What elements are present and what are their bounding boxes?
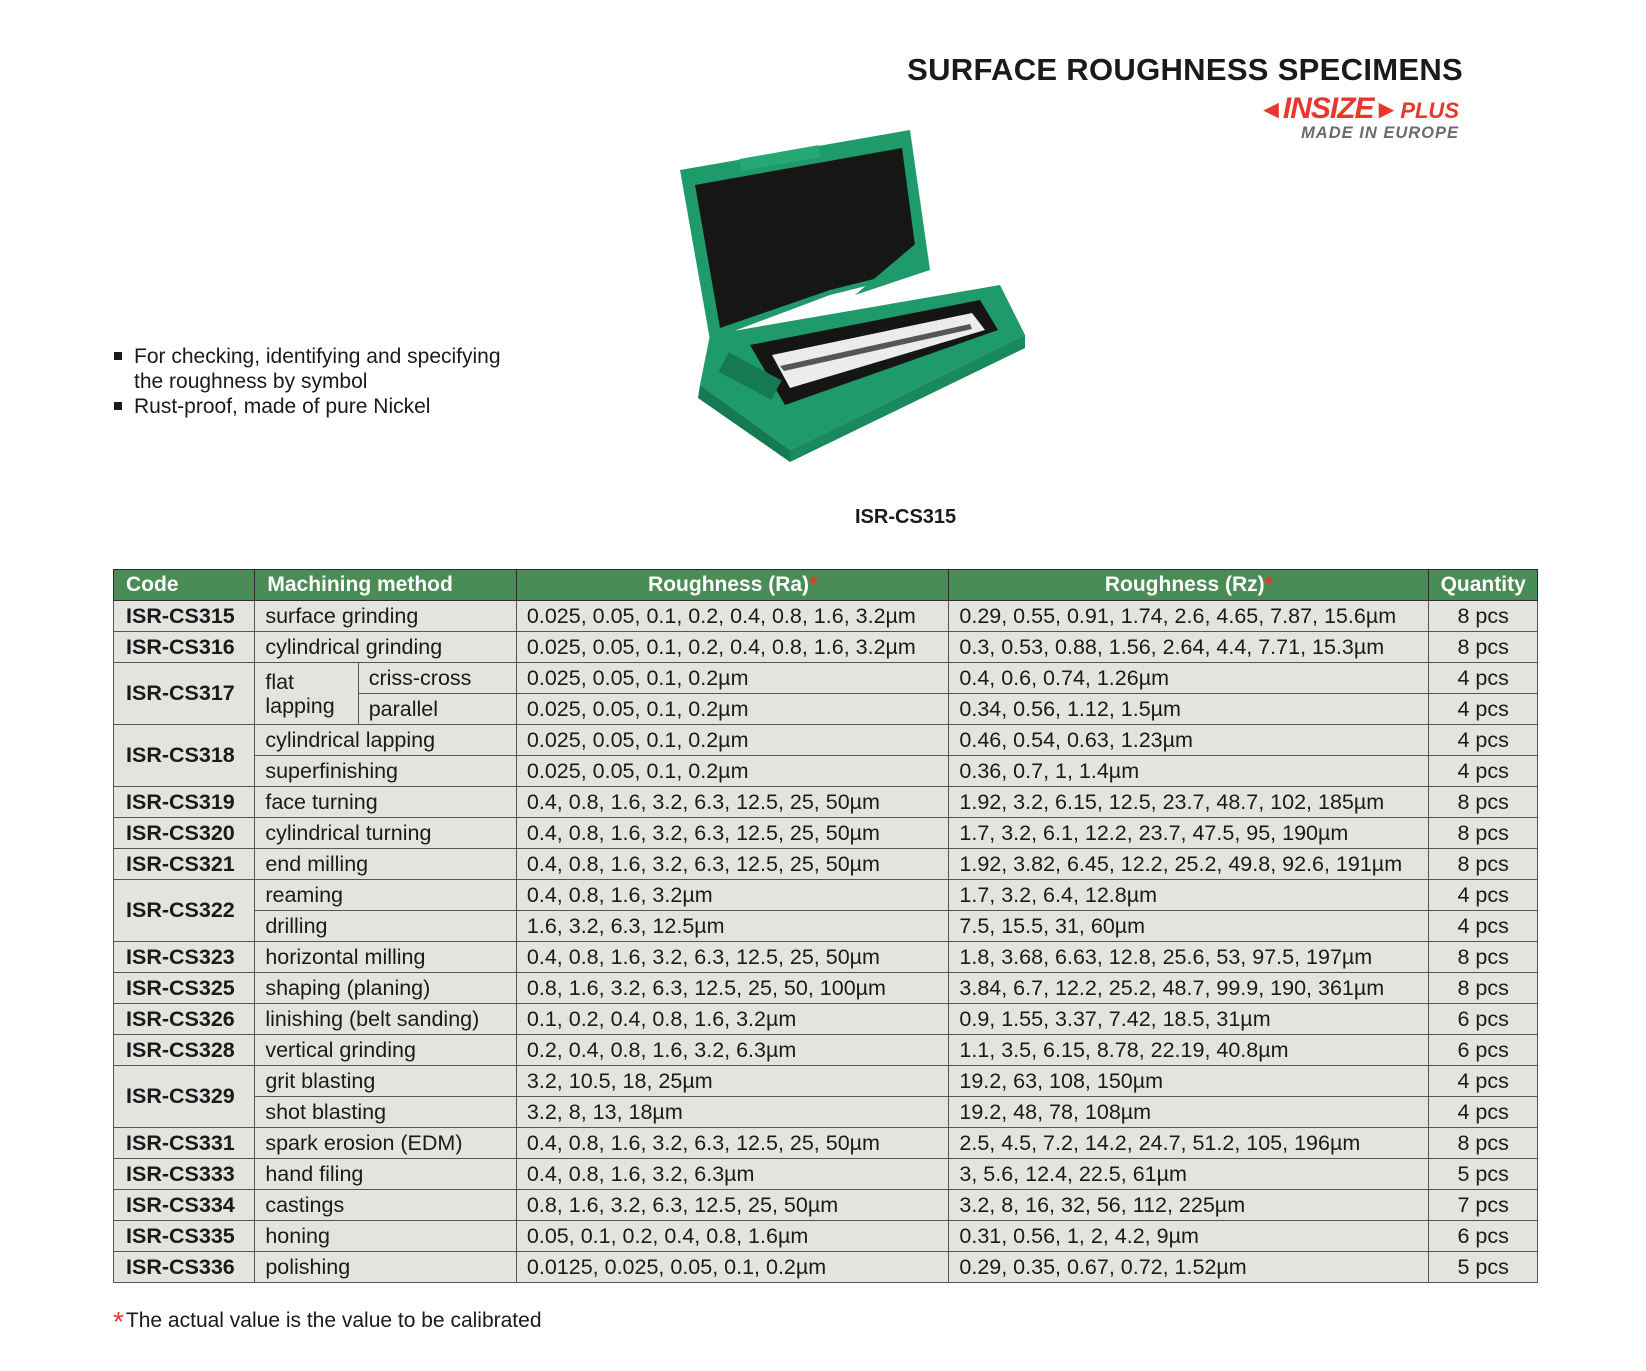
column-header-code: Code [114,570,255,601]
column-header-method: Machining method [255,570,517,601]
cell-method: linishing (belt sanding) [255,1004,517,1035]
cell-rz: 0.29, 0.35, 0.67, 0.72, 1.52µm [949,1252,1429,1283]
cell-rz: 0.4, 0.6, 0.74, 1.26µm [949,663,1429,694]
table-row [114,1252,1538,1283]
footnote [113,1302,542,1337]
cell-code: ISR-CS323 [114,942,255,973]
cell-code: ISR-CS328 [114,1035,255,1066]
cell-quantity: 8 pcs [1429,942,1538,973]
cell-ra: 0.025, 0.05, 0.1, 0.2µm [516,694,948,725]
cell-ra: 0.4, 0.8, 1.6, 3.2, 6.3µm [516,1159,948,1190]
cell-ra: 3.2, 8, 13, 18µm [516,1097,948,1128]
cell-code: ISR-CS317 [114,663,255,725]
cell-rz: 1.7, 3.2, 6.1, 12.2, 23.7, 47.5, 95, 190µm [949,818,1429,849]
cell-quantity: 8 pcs [1429,632,1538,663]
table-row [114,1190,1538,1221]
cell-quantity: 6 pcs [1429,1221,1538,1252]
specimen-table [113,569,1538,1283]
cell-code: ISR-CS331 [114,1128,255,1159]
column-header-ra: Roughness (Ra)* [516,570,948,601]
cell-ra: 0.4, 0.8, 1.6, 3.2, 6.3, 12.5, 25, 50µm [516,787,948,818]
cell-code: ISR-CS315 [114,601,255,632]
cell-ra: 0.4, 0.8, 1.6, 3.2, 6.3, 12.5, 25, 50µm [516,849,948,880]
cell-rz: 19.2, 48, 78, 108µm [949,1097,1429,1128]
cell-ra: 0.025, 0.05, 0.1, 0.2µm [516,663,948,694]
cell-rz: 0.9, 1.55, 3.37, 7.42, 18.5, 31µm [949,1004,1429,1035]
cell-method: flat lapping [255,663,358,725]
cell-ra: 0.1, 0.2, 0.4, 0.8, 1.6, 3.2µm [516,1004,948,1035]
cell-method: castings [255,1190,517,1221]
cell-quantity: 4 pcs [1429,725,1538,756]
cell-code: ISR-CS320 [114,818,255,849]
cell-method: spark erosion (EDM) [255,1128,517,1159]
cell-ra: 0.4, 0.8, 1.6, 3.2, 6.3, 12.5, 25, 50µm [516,818,948,849]
cell-ra: 0.8, 1.6, 3.2, 6.3, 12.5, 25, 50, 100µm [516,973,948,1004]
cell-method: grit blasting [255,1066,517,1097]
cell-code: ISR-CS334 [114,1190,255,1221]
cell-rz: 3, 5.6, 12.4, 22.5, 61µm [949,1159,1429,1190]
cell-rz: 3.2, 8, 16, 32, 56, 112, 225µm [949,1190,1429,1221]
cell-rz: 1.7, 3.2, 6.4, 12.8µm [949,880,1429,911]
column-header-quantity: Quantity [1429,570,1538,601]
cell-code: ISR-CS316 [114,632,255,663]
cell-ra: 3.2, 10.5, 18, 25µm [516,1066,948,1097]
cell-quantity: 4 pcs [1429,911,1538,942]
table-row [114,1128,1538,1159]
cell-ra: 1.6, 3.2, 6.3, 12.5µm [516,911,948,942]
table-row [114,1159,1538,1190]
table-row [114,1035,1538,1066]
cell-code: ISR-CS326 [114,1004,255,1035]
cell-quantity: 8 pcs [1429,787,1538,818]
table-row [114,849,1538,880]
cell-method: cylindrical turning [255,818,517,849]
cell-ra: 0.4, 0.8, 1.6, 3.2, 6.3, 12.5, 25, 50µm [516,942,948,973]
feature-list [112,344,534,419]
table-row [114,663,1538,694]
cell-quantity: 6 pcs [1429,1035,1538,1066]
table-header-row [114,570,1538,601]
table-row [114,632,1538,663]
table-row [114,818,1538,849]
cell-quantity: 8 pcs [1429,601,1538,632]
cell-method: cylindrical lapping [255,725,517,756]
cell-code: ISR-CS335 [114,1221,255,1252]
cell-quantity: 4 pcs [1429,880,1538,911]
cell-quantity: 6 pcs [1429,1004,1538,1035]
cell-rz: 1.1, 3.5, 6.15, 8.78, 22.19, 40.8µm [949,1035,1429,1066]
cell-rz: 0.3, 0.53, 0.88, 1.56, 2.64, 4.4, 7.71, 15.3µm [949,632,1429,663]
table-row [114,880,1538,911]
table-row [114,973,1538,1004]
table-row [114,1004,1538,1035]
cell-rz: 2.5, 4.5, 7.2, 14.2, 24.7, 51.2, 105, 196µm [949,1128,1429,1159]
brand-plus: PLUS [1400,98,1459,123]
cell-quantity: 8 pcs [1429,973,1538,1004]
table-row [114,756,1538,787]
cell-submethod: criss-cross [358,663,516,694]
cell-method: surface grinding [255,601,517,632]
cell-method: shaping (planing) [255,973,517,1004]
cell-submethod: parallel [358,694,516,725]
cell-quantity: 4 pcs [1429,663,1538,694]
cell-quantity: 8 pcs [1429,818,1538,849]
cell-method: reaming [255,880,517,911]
brand-tagline: MADE IN EUROPE [1301,124,1459,142]
cell-ra: 0.025, 0.05, 0.1, 0.2, 0.4, 0.8, 1.6, 3.2µm [516,601,948,632]
cell-quantity: 4 pcs [1429,1097,1538,1128]
cell-code: ISR-CS336 [114,1252,255,1283]
cell-code: ISR-CS333 [114,1159,255,1190]
cell-ra: 0.4, 0.8, 1.6, 3.2µm [516,880,948,911]
cell-quantity: 8 pcs [1429,849,1538,880]
cell-code: ISR-CS322 [114,880,255,942]
cell-ra: 0.0125, 0.025, 0.05, 0.1, 0.2µm [516,1252,948,1283]
feature-item: For checking, identifying and specifying the roughness by symbol [112,344,534,394]
cell-method: drilling [255,911,517,942]
cell-rz: 19.2, 63, 108, 150µm [949,1066,1429,1097]
cell-method: honing [255,1221,517,1252]
cell-quantity: 8 pcs [1429,1128,1538,1159]
page-title: SURFACE ROUGHNESS SPECIMENS [907,52,1463,87]
cell-quantity: 5 pcs [1429,1159,1538,1190]
cell-rz: 1.92, 3.2, 6.15, 12.5, 23.7, 48.7, 102, 185µm [949,787,1429,818]
table-row [114,1221,1538,1252]
bullet-square-icon [114,352,122,360]
cell-rz: 0.36, 0.7, 1, 1.4µm [949,756,1429,787]
cell-quantity: 7 pcs [1429,1190,1538,1221]
arrow-left-icon: ◄ [1258,94,1283,124]
cell-ra: 0.8, 1.6, 3.2, 6.3, 12.5, 25, 50µm [516,1190,948,1221]
cell-ra: 0.2, 0.4, 0.8, 1.6, 3.2, 6.3µm [516,1035,948,1066]
table-row [114,1097,1538,1128]
cell-method: horizontal milling [255,942,517,973]
cell-rz: 0.46, 0.54, 0.63, 1.23µm [949,725,1429,756]
brand-name: INSIZE [1282,92,1374,125]
brand-block [1249,92,1459,143]
table-row [114,911,1538,942]
product-caption: ISR-CS315 [855,506,957,528]
cell-method: vertical grinding [255,1035,517,1066]
table-row [114,601,1538,632]
cell-quantity: 4 pcs [1429,1066,1538,1097]
table-row [114,1066,1538,1097]
product-case-image [680,130,1080,480]
cell-rz: 0.31, 0.56, 1, 2, 4.2, 9µm [949,1221,1429,1252]
cell-rz: 3.84, 6.7, 12.2, 25.2, 48.7, 99.9, 190, 361µm [949,973,1429,1004]
table-row [114,725,1538,756]
table-row [114,942,1538,973]
brand-logo [1258,92,1459,126]
cell-code: ISR-CS318 [114,725,255,787]
cell-ra: 0.4, 0.8, 1.6, 3.2, 6.3, 12.5, 25, 50µm [516,1128,948,1159]
cell-method: cylindrical grinding [255,632,517,663]
cell-rz: 0.34, 0.56, 1.12, 1.5µm [949,694,1429,725]
cell-quantity: 5 pcs [1429,1252,1538,1283]
cell-ra: 0.025, 0.05, 0.1, 0.2µm [516,725,948,756]
cell-ra: 0.05, 0.1, 0.2, 0.4, 0.8, 1.6µm [516,1221,948,1252]
table-row [114,787,1538,818]
column-header-rz: Roughness (Rz)* [949,570,1429,601]
cell-quantity: 4 pcs [1429,694,1538,725]
cell-quantity: 4 pcs [1429,756,1538,787]
footnote-text: The actual value is the value to be calibrated [125,1309,542,1332]
cell-method: shot blasting [255,1097,517,1128]
feature-item: Rust-proof, made of pure Nickel [112,394,534,419]
cell-method: hand filing [255,1159,517,1190]
asterisk-icon: * [113,1306,124,1337]
cell-method: polishing [255,1252,517,1283]
arrow-right-icon: ► [1373,94,1399,124]
cell-rz: 7.5, 15.5, 31, 60µm [949,911,1429,942]
cell-rz: 0.29, 0.55, 0.91, 1.74, 2.6, 4.65, 7.87, 15.6µm [949,601,1429,632]
cell-method: end milling [255,849,517,880]
cell-rz: 1.8, 3.68, 6.63, 12.8, 25.6, 53, 97.5, 197µm [949,942,1429,973]
cell-ra: 0.025, 0.05, 0.1, 0.2, 0.4, 0.8, 1.6, 3.2µm [516,632,948,663]
cell-rz: 1.92, 3.82, 6.45, 12.2, 25.2, 49.8, 92.6, 191µm [949,849,1429,880]
cell-code: ISR-CS329 [114,1066,255,1128]
cell-method: face turning [255,787,517,818]
cell-code: ISR-CS321 [114,849,255,880]
cell-ra: 0.025, 0.05, 0.1, 0.2µm [516,756,948,787]
cell-method: superfinishing [255,756,517,787]
cell-code: ISR-CS325 [114,973,255,1004]
cell-code: ISR-CS319 [114,787,255,818]
bullet-square-icon [114,402,122,410]
